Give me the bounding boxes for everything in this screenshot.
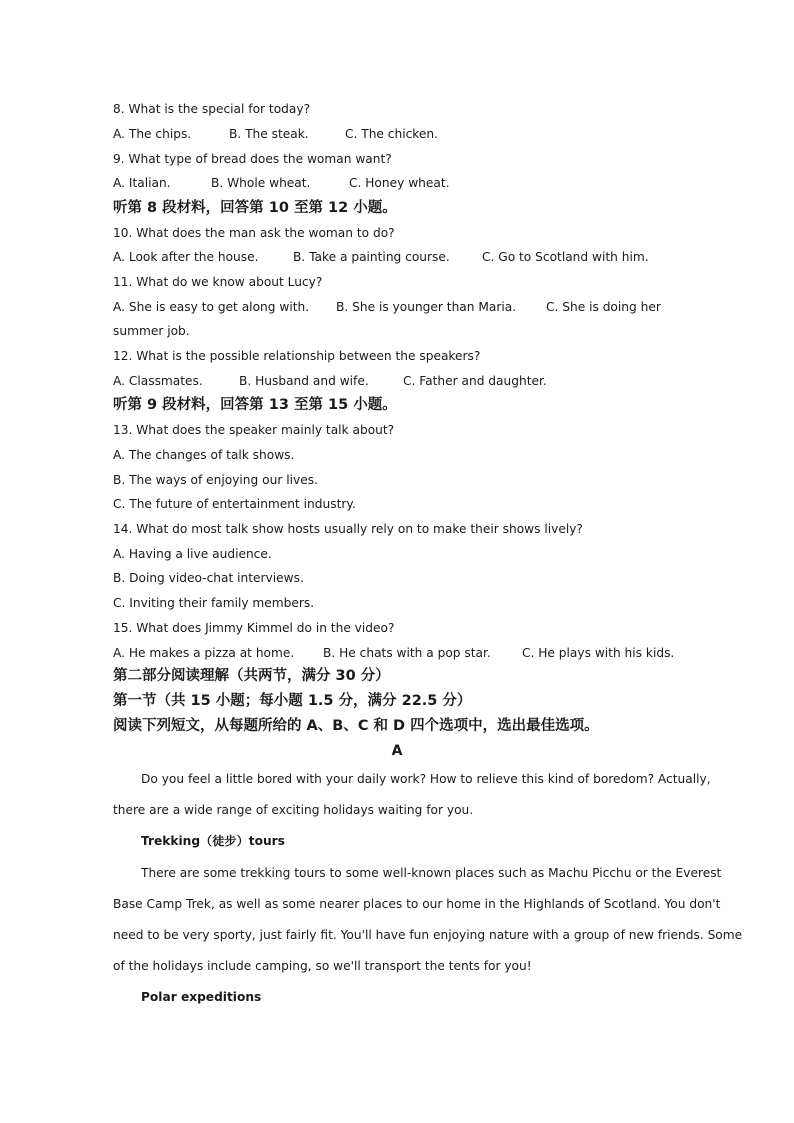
question-13-stem: 13. What does the speaker mainly talk about? [113, 423, 395, 437]
passage-paragraph-2-line-2: Base Camp Trek, as well as some nearer places to our home in the Highlands of Scotland. You don't [113, 897, 721, 911]
q8-option-a: A. The chips. [113, 127, 192, 141]
question-14-stem: 14. What do most talk show hosts usually rely on to make their shows lively? [113, 522, 583, 536]
question-12-stem: 12. What is the possible relationship between the speakers? [113, 349, 481, 363]
q13-option-a: A. The changes of talk shows. [113, 448, 295, 462]
section-9-heading: 听第 9 段材料，回答第 13 至第 15 小题。 [113, 397, 397, 413]
q15-option-a: A. He makes a pizza at home. [113, 646, 295, 660]
passage-label: A [391, 743, 403, 759]
q12-option-b: B. Husband and wife. [239, 374, 369, 388]
q12-option-c: C. Father and daughter. [403, 374, 547, 388]
polar-expeditions-heading: Polar expeditions [141, 990, 262, 1004]
q11-option-c: C. She is doing her [546, 300, 661, 314]
q14-option-a: A. Having a live audience. [113, 547, 272, 561]
question-11-stem: 11. What do we know about Lucy? [113, 275, 323, 289]
q15-option-b: B. He chats with a pop star. [323, 646, 491, 660]
q9-option-c: C. Honey wheat. [349, 176, 450, 190]
part-2-heading: 第二部分阅读理解（共两节，满分 30 分） [113, 668, 390, 684]
q10-option-b: B. Take a painting course. [293, 250, 450, 264]
question-8-stem: 8. What is the special for today? [113, 102, 311, 116]
question-10-stem: 10. What does the man ask the woman to do? [113, 226, 395, 240]
q11-option-c-continued: summer job. [113, 324, 190, 338]
section-8-heading: 听第 8 段材料，回答第 10 至第 12 小题。 [113, 200, 397, 216]
question-15-stem: 15. What does Jimmy Kimmel do in the video? [113, 621, 395, 635]
q8-option-c: C. The chicken. [345, 127, 439, 141]
q14-option-c: C. Inviting their family members. [113, 596, 315, 610]
section-1-heading: 第一节（共 15 小题；每小题 1.5 分，满分 22.5 分） [113, 693, 472, 709]
q10-option-a: A. Look after the house. [113, 250, 259, 264]
q13-option-c: C. The future of entertainment industry. [113, 497, 356, 511]
q11-option-b: B. She is younger than Maria. [336, 300, 517, 314]
passage-paragraph-1-line-1: Do you feel a little bored with your daily work? How to relieve this kind of boredom? Actually, [141, 772, 711, 786]
q11-option-a: A. She is easy to get along with. [113, 300, 310, 314]
passage-paragraph-2-line-1: There are some trekking tours to some well-known places such as Machu Picchu or the Everest [141, 866, 722, 880]
q13-option-b: B. The ways of enjoying our lives. [113, 473, 318, 487]
q12-option-a: A. Classmates. [113, 374, 203, 388]
passage-paragraph-2-line-3: need to be very sporty, just fairly fit. You'll have fun enjoying nature with a group of new friends. Some [113, 928, 743, 942]
passage-paragraph-2-line-4: of the holidays include camping, so we'll transport the tents for you! [113, 959, 532, 973]
q9-option-b: B. Whole wheat. [211, 176, 311, 190]
q15-option-c: C. He plays with his kids. [522, 646, 675, 660]
q14-option-b: B. Doing video-chat interviews. [113, 571, 304, 585]
passage-paragraph-1-line-2: there are a wide range of exciting holidays waiting for you. [113, 803, 474, 817]
reading-instruction: 阅读下列短文，从每题所给的 A、B、C 和 D 四个选项中，选出最佳选项。 [113, 718, 599, 734]
q8-option-b: B. The steak. [229, 127, 309, 141]
q9-option-a: A. Italian. [113, 176, 171, 190]
q10-option-c: C. Go to Scotland with him. [482, 250, 649, 264]
trekking-tours-heading: Trekking（徒步）tours [141, 834, 285, 848]
question-9-stem: 9. What type of bread does the woman want? [113, 152, 392, 166]
